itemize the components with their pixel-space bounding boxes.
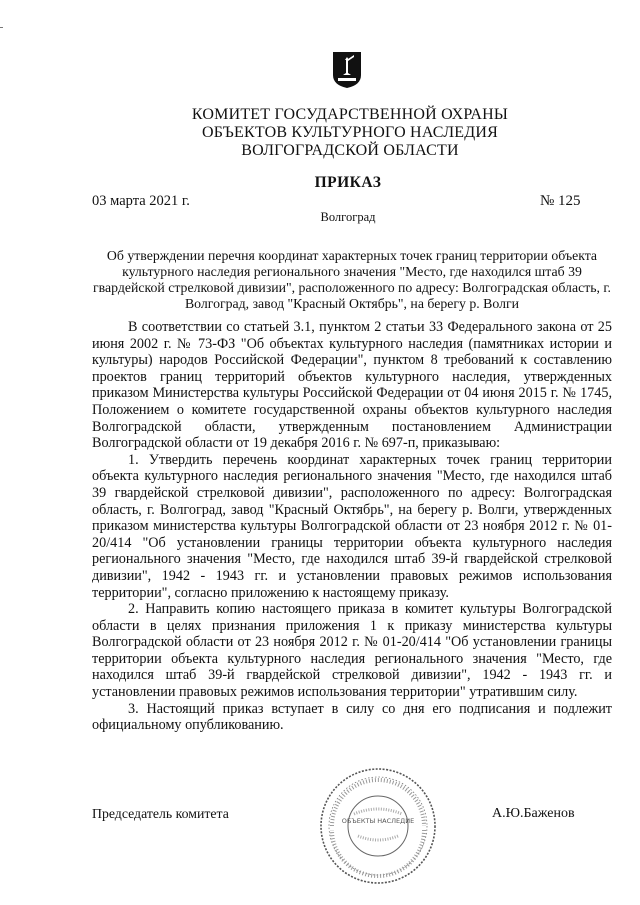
org-name-line-3: ВОЛГОГРАДСКОЙ ОБЛАСТИ [241,142,459,159]
item-3-paragraph: 3. Настоящий приказ вступает в силу со дня его подписания и подлежит официальному опубликованию. [92,700,612,734]
org-name-line-1: КОМИТЕТ ГОСУДАРСТВЕННОЙ ОХРАНЫ [191,106,509,123]
coat-of-arms-icon [332,51,362,89]
stamp-text: ОБЪЕКТЫ НАСЛЕДИЕ [341,817,415,825]
order-subject: Об утверждении перечня координат характерных точек границ территории объекта культурного наследия регионального значения "Место, где находился штаб 39 гвардейской стрелковой дивизии", расположенного по адресу: Волгоградская область, г. Волгоград, завод "Красный Октябрь", на берегу р. Волги [93,248,611,311]
signatory-name: А.Ю.Баженов [492,806,575,821]
item-1-paragraph: 1. Утвердить перечень координат характерных точек границ территории объекта культурного наследия регионального значения "Место, где находился штаб 39 гвардейской стрелковой дивизии", расположенного по адресу: Волгоградская область, г. Волгоград, завод "Красный Октябрь", на берегу р. Волги, утвержденных приказом министерства культуры Волгоградской области от 23 ноября 2012 г. № 01-20/414 "Об установлении границы территории объекта культурного наследия регионального значения "Место, где находился штаб 39-й гвардейской стрелковой дивизии", 1942 - 1943 гг. и установлении правовых режимов использования территории", согласно приложению к настоящему приказу. [92,451,612,601]
order-number: № 125 [540,193,581,209]
item-2-paragraph: 2. Направить копию настоящего приказа в комитет культуры Волгоградской области в целях признания приложения 1 к приказу министерства культуры Волгоградской области от 23 ноября 2012 г. № 01-20/414 "Об установлении границы территории объекта культурного наследия регионального значения "Место, где находился штаб 39-й гвардейской стрелковой дивизии", 1942 - 1943 гг. и установлении правовых режимов использования территории" утратившим силу. [92,601,612,701]
official-stamp-icon [318,766,438,886]
margin-mark [0,27,3,28]
order-date: 03 марта 2021 г. [92,193,190,209]
signatory-position: Председатель комитета [92,806,229,821]
document-title: ПРИКАЗ [314,174,382,191]
order-city: Волгоград [320,210,376,224]
order-body [92,319,612,734]
org-name-line-2: ОБЪЕКТОВ КУЛЬТУРНОГО НАСЛЕДИЯ [201,124,499,141]
preamble-paragraph: В соответствии со статьей 3.1, пунктом 2 статьи 33 Федерального закона от 25 июня 2002 г. № 73-ФЗ "Об объектах культурного наследия (памятниках истории и культуры) народов Российской Федерации", пунктом 8 требований к составлению проектов границ территорий объектов культурного наследия, утвержденных приказом Министерства культуры Российской Федерации от 04 июня 2015 г. № 1745, Положением о комитете государственной охраны объектов культурного наследия Волгоградской области, утвержденным постановлением Администрации Волгоградской области от 19 декабря 2016 г. № 697-п, приказываю: [92,319,612,452]
